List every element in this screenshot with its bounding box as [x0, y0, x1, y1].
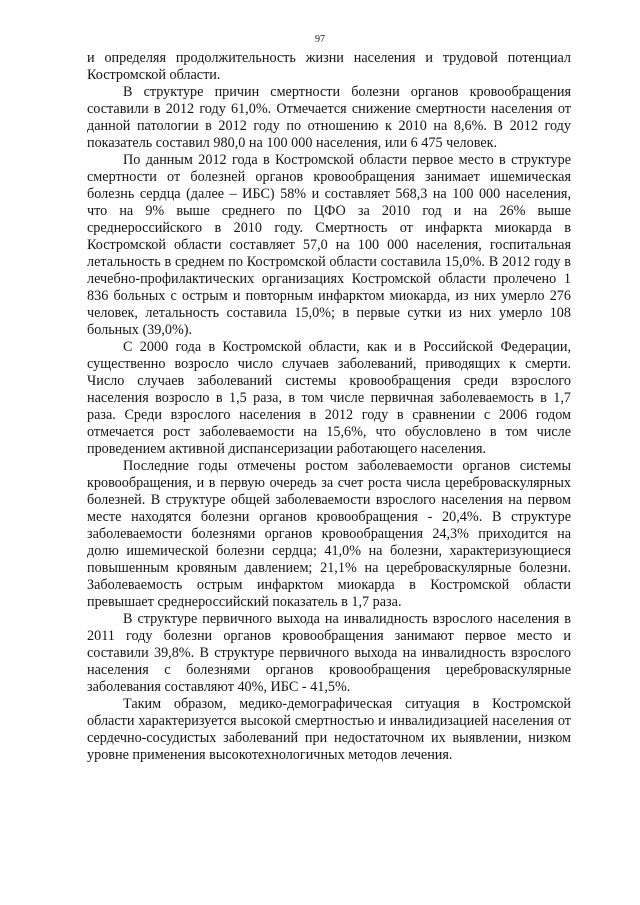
paragraph-disability: В структуре первичного выхода на инвалидность взрослого населения в 2011 году болезни органов кровообращения занимают первое место и составили 39,8%. В структуре первичного выхода на инвалидность взрослого населения с болезнями органов кровообращения цереброваскулярные заболевания составляют 40%, ИБС - 41,5%. — [87, 611, 571, 695]
paragraph-recent-years: Последние годы отмечены ростом заболеваемости органов системы кровообращения, и в первую очередь за счет роста числа цереброваскулярных болезней. В структуре общей заболеваемости взрослого населения на первом месте находятся болезни органов кровообращения - 20,4%. В структуре заболеваемости болезнями органов кровообращения 24,3% приходится на долю ишемической болезни сердца; 41,0% на болезни, характеризующиеся повышенным кровяным давлением; 21,1% на цереброваскулярные болезни. Заболеваемость острым инфарктом миокарда в Костромской области превышает среднероссийский показатель в 1,7 раза. — [87, 458, 571, 610]
page-number: 97 — [315, 34, 325, 45]
paragraph-mortality-structure: В структуре причин смертности болезни органов кровообращения составили в 2012 году 61,0%. Отмечается снижение смертности населения от данной патологии в 2012 году по отношению к 2010 на 8,6%. В 2012 году показатель составил 980,0 на 100 000 населения, или 6 475 человек. — [87, 84, 571, 151]
paragraph-morbidity-growth: С 2000 года в Костромской области, как и в Российской Федерации, существенно возросло число случаев заболеваний, приводящих к смерти. Число случаев заболеваний системы кровообращения среди взрослого населения возросло в 1,5 раза, в том числе первичная заболеваемость в 1,7 раза. Среди взрослого населения в 2012 году в сравнении с 2006 годом отмечается рост заболеваемости на 15,6%, что обусловлено в том числе проведением активной диспансеризации работающего населения. — [87, 339, 571, 457]
document-body — [87, 50, 571, 764]
paragraph-conclusion: Таким образом, медико-демографическая ситуация в Костромской области характеризуется высокой смертностью и инвалидизацией населения от сердечно-сосудистых заболеваний при недостаточном их выявлении, низком уровне применения высокотехнологичных методов лечения. — [87, 696, 571, 763]
paragraph-continuation: и определяя продолжительность жизни населения и трудовой потенциал Костромской области. — [87, 50, 571, 83]
paragraph-ihd-data: По данным 2012 года в Костромской области первое место в структуре смертности от болезней органов кровообращения занимает ишемическая болезнь сердца (далее – ИБС) 58% и составляет 568,3 на 100 000 населения, что на 9% выше среднего по ЦФО за 2010 год и на 26% выше среднероссийского в 2010 году. Смертность от инфаркта миокарда в Костромской области составляет 57,0 на 100 000 населения, госпитальная летальность в среднем по Костромской области составила 15,0%. В 2012 году в лечебно-профилактических организациях Костромской области пролечено 1 836 больных с острым и повторным инфарктом миокарда, из них умерло 276 человек, летальность составила 15,0%; в первые сутки из них умерло 108 больных (39,0%). — [87, 152, 571, 338]
